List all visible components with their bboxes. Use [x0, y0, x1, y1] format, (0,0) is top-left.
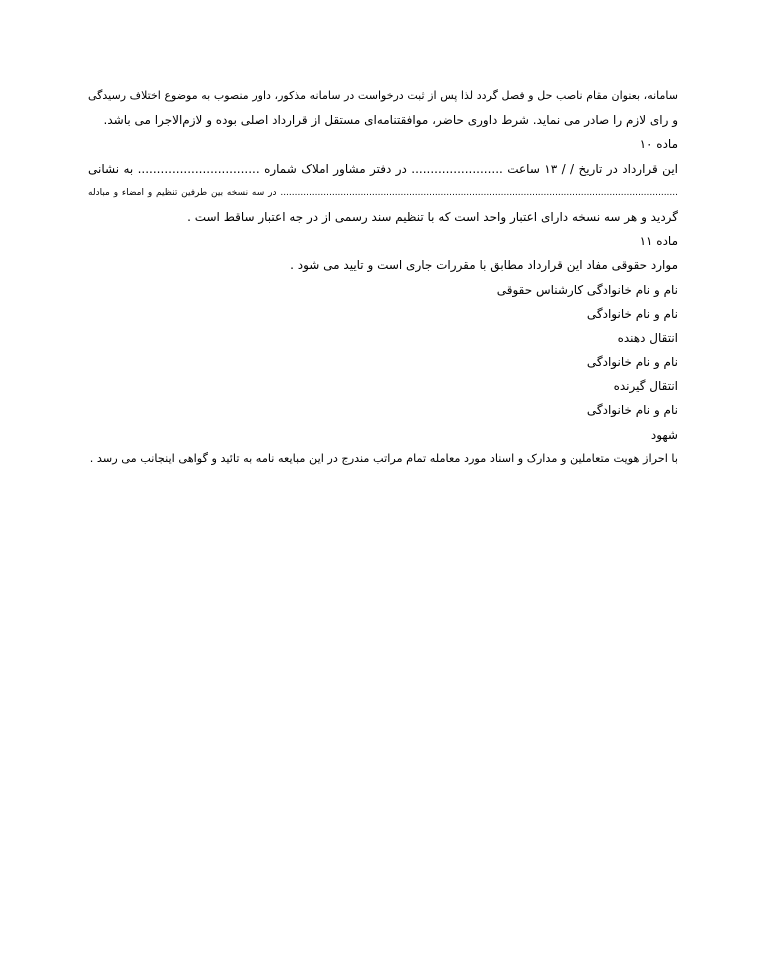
verification-statement: با احراز هویت متعاملین و مدارک و اسناد مورد معامله تمام مراتب مندرج در این مبایعه نامه به تائید و گواهی اینجانب می رسد . — [89, 451, 678, 465]
buyer-name-label: نام و نام خانوادگی — [586, 355, 678, 370]
buyer-role-label: انتقال گیرنده — [613, 379, 678, 394]
article-11-text: موارد حقوقی مفاد این قرارداد مطابق با مقررات جاری است و تایید می شود . — [290, 258, 678, 273]
article-10-line-2: ........................................................................................................................................... در سه نسخه بین طرفین تنظیم و امضاء و مبادله — [88, 187, 678, 198]
contract-page — [88, 84, 678, 471]
article-10-line-1: این قرارداد در تاریخ / / ۱۳ ساعت ........................ در دفتر مشاور املاک شماره ................................ به نشانی — [88, 161, 678, 176]
arbitration-clause-line-1: سامانه، بعنوان مقام ناصب حل و فصل گردد لذا پس از ثبت درخواست در سامانه مذکور، داور منصوب به موضوع اختلاف رسیدگی — [88, 89, 678, 102]
witness-name-label: نام و نام خانوادگی — [586, 403, 678, 418]
seller-role-label: انتقال دهنده — [617, 330, 678, 345]
witnesses-label: شهود — [650, 427, 678, 442]
article-10-line-3: گردید و هر سه نسخه دارای اعتبار واحد است که با تنظیم سند رسمی از در جه اعتبار ساقط است . — [187, 209, 678, 224]
arbitration-clause-line-2: و رای لازم را صادر می نماید. شرط داوری حاضر، موافقتنامه‌ای مستقل از قرارداد اصلی بوده و لازم‌الاجرا می باشد. — [103, 113, 678, 128]
seller-name-label: نام و نام خانوادگی — [586, 306, 678, 321]
article-11-heading: ماده ۱۱ — [639, 234, 678, 249]
legal-expert-name-label: نام و نام خانوادگی کارشناس حقوقی — [496, 282, 678, 297]
article-10-heading: ماده ۱۰ — [639, 137, 678, 152]
